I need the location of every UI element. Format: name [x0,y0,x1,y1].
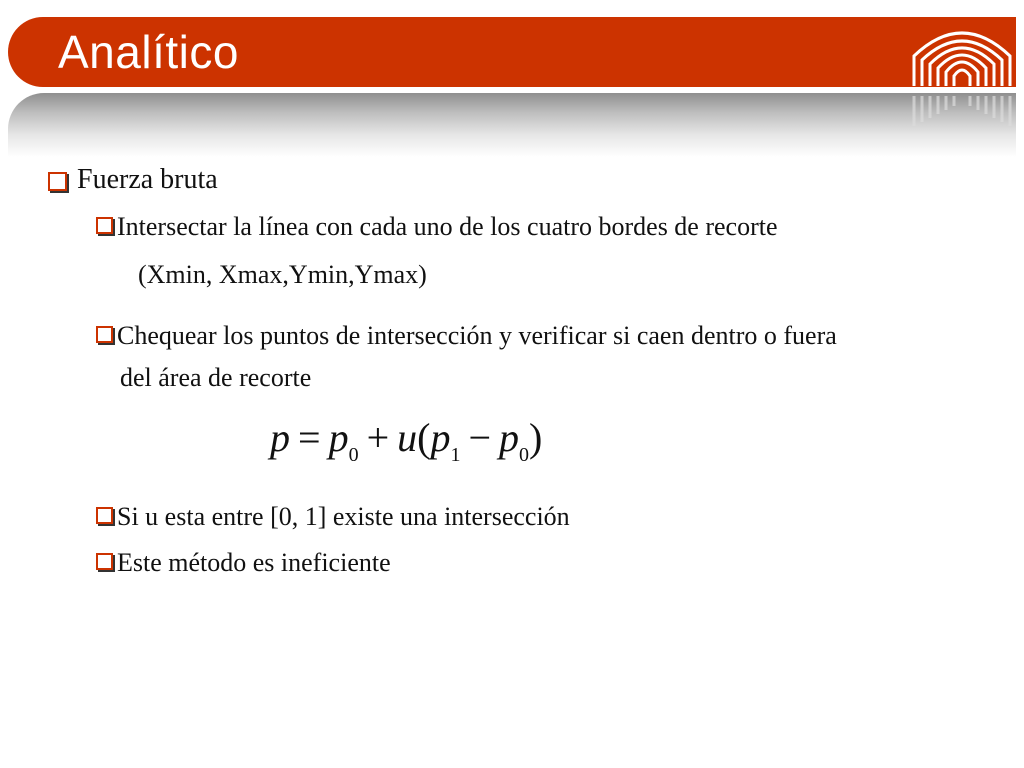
formula-p: p [499,415,520,460]
bullet-sub4 [96,543,391,583]
checkbox-bullet-icon [48,172,67,191]
checkbox-bullet-icon [96,217,113,234]
checkbox-bullet-icon [96,326,113,343]
bullet-sub3 [96,497,570,537]
formula-p: p [430,415,451,460]
bullet-sub3-text: Si u esta entre [0, 1] existe una intersección [117,502,570,531]
bullet-sub4-text: Este método es ineficiente [117,548,391,577]
formula-subscript: 0 [519,444,530,466]
parametric-line-formula [270,408,542,485]
bullet-main-text: Fuerza bruta [77,164,218,195]
bullet-sub1 [96,207,778,247]
checkbox-bullet-icon [96,507,113,524]
bullet-sub2 [96,316,837,356]
formula-left-paren: ( [417,415,431,460]
bullet-sub2-text: Chequear los puntos de intersección y verificar si caen dentro o fuera [117,321,837,350]
bullet-sub1-text: Intersectar la línea con cada uno de los cuatro bordes de recorte [117,212,778,241]
formula-equals: = [298,415,321,460]
bullet-sub1-continuation: (Xmin, Xmax,Ymin,Ymax) [138,260,427,289]
formula-p: p [270,415,290,460]
bullet-sub2-continuation: del área de recorte [120,363,312,392]
formula-u: u [397,415,418,460]
formula-plus: + [366,415,390,460]
slide-title: Analítico [58,26,239,78]
formula-right-paren: ) [529,415,543,460]
formula-p: p [328,415,349,460]
bullet-main [48,160,218,200]
formula-minus: − [468,415,492,460]
formula-subscript: 0 [348,444,359,466]
checkbox-bullet-icon [96,553,113,570]
formula-subscript: 1 [450,444,461,466]
